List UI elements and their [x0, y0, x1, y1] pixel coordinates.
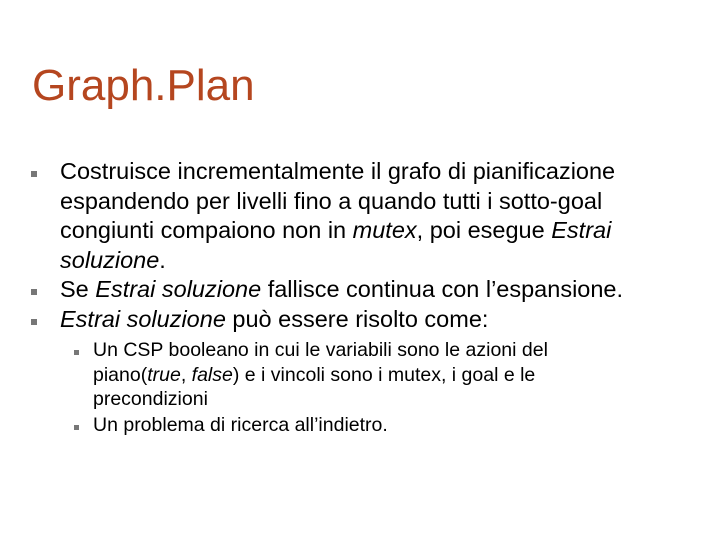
text-segment: Un CSP booleano in cui le variabili sono le azioni del piano(	[93, 339, 548, 386]
text-segment: fallisce continua con l’espansione.	[261, 276, 624, 302]
square-bullet-icon	[74, 350, 79, 355]
bullet-item	[0, 305, 720, 438]
text-segment: può essere risolto come:	[225, 305, 489, 332]
bullet-list	[0, 157, 720, 438]
italic-text-segment: true	[147, 363, 181, 386]
slide-title: Graph.Plan	[32, 61, 255, 110]
bullet-text	[60, 276, 623, 302]
italic-text-segment: mutex	[352, 217, 417, 243]
square-bullet-icon	[31, 171, 37, 177]
sub-bullet-item	[0, 413, 680, 438]
text-segment: , poi esegue	[416, 217, 552, 243]
sub-bullet-text	[93, 339, 548, 410]
italic-text-segment: Estrai soluzione	[95, 276, 262, 302]
text-segment: Se	[60, 276, 96, 302]
text-segment: ) e i vincoli sono i mutex, i goal e le precondizioni	[93, 363, 536, 410]
sub-bullet-text	[93, 414, 388, 436]
text-segment: Un problema di ricerca all’indietro.	[93, 413, 388, 436]
italic-text-segment: false	[191, 363, 233, 386]
text-segment: ,	[180, 363, 192, 386]
square-bullet-icon	[31, 289, 37, 295]
bullet-text	[60, 158, 615, 273]
bullet-item	[0, 157, 720, 275]
italic-text-segment: Estrai soluzione	[60, 305, 226, 332]
sub-bullet-item	[0, 338, 680, 412]
text-segment: .	[159, 246, 166, 273]
bullet-item	[0, 275, 720, 305]
sub-bullet-list	[60, 338, 680, 437]
bullet-text	[60, 306, 488, 332]
text-segment: Costruisce incrementalmente il grafo di pianificazione espandendo per livelli fino a quando tutti i sotto-goal congiunti compaiono non in	[60, 158, 616, 243]
italic-text-segment: Estrai soluzione	[60, 217, 612, 273]
square-bullet-icon	[74, 425, 79, 430]
square-bullet-icon	[31, 319, 37, 325]
